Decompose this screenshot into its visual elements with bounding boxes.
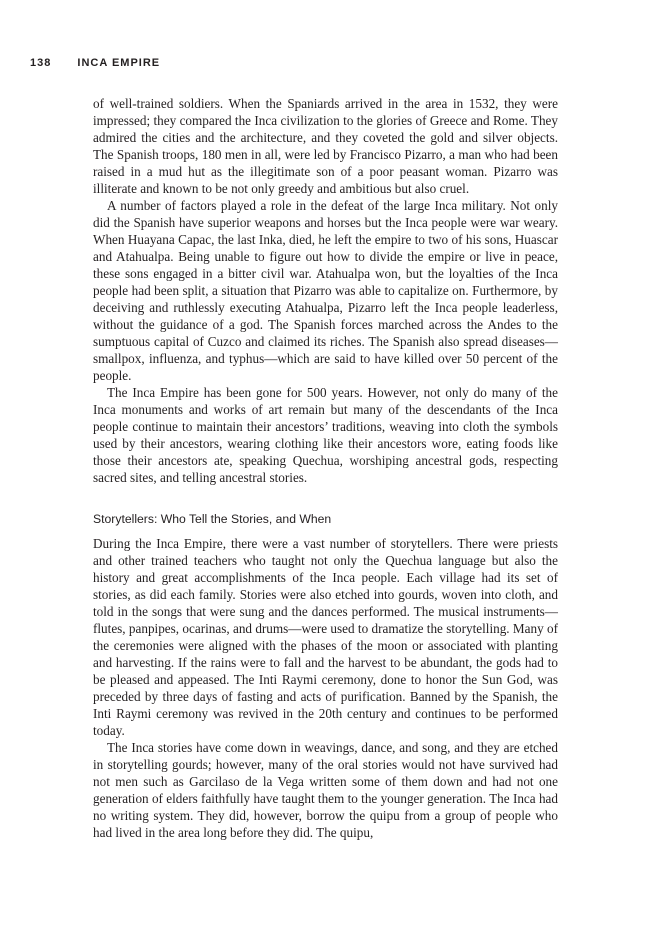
- paragraph: The Inca stories have come down in weavings, dance, and song, and they are etched in storytelling gourds; however, many of the oral stories would not have survived had not men such as Garcilaso de la Vega written some of them down and had not one generation of elders faithfully have taught them to the younger generation. The Inca had no writing system. They did, however, borrow the quipu from a group of people who had lived in the area long before they did. The quipu,: [93, 740, 558, 840]
- page-body: [93, 95, 558, 841]
- paragraph: During the Inca Empire, there were a vast number of storytellers. There were priests and other trained teachers who taught not only the Quechua language but also the history and great accomplishments of the Inca people. Each village had its set of stories, as did each family. Stories were also etched into gourds, woven into cloth, and told in the songs that were sung and the dances performed. The musical instruments—flutes, panpipes, ocarinas, and drums—were used to dramatize the storytelling. Many of the ceremonies were aligned with the phases of the moon or associated with planting and harvesting. If the rains were to fall and the harvest to be abundant, the gods had to be pleased and appeased. The Inti Raymi ceremony, done to honor the Sun God, was preceded by three days of fasting and acts of purification. Banned by the Spanish, the Inti Raymi ceremony was revived in the 20th century and continues to be performed today.: [93, 536, 558, 738]
- running-title: INCA EMPIRE: [77, 57, 161, 69]
- section-heading: Storytellers: Who Tell the Stories, and When: [93, 512, 332, 526]
- paragraph: A number of factors played a role in the defeat of the large Inca military. Not only did the Spanish have superior weapons and horses but the Inca people were war weary. When Huayana Capac, the last Inka, died, he left the empire to two of his sons, Huascar and Atahualpa. Being unable to figure out how to divide the empire or live in peace, these sons engaged in a bitter civil war. Atahualpa won, but the loyalties of the Inca people had been split, a situation that Pizarro was able to capitalize on. Furthermore, by deceiving and ruthlessly executing Atahualpa, Pizarro left the Inca people leaderless, without the guidance of a god. The Spanish forces marched across the Andes to the sumptuous capital of Cuzco and claimed its riches. The Spanish also spread diseases—smallpox, influenza, and typhus—which are said to have killed over 50 percent of the people.: [93, 198, 558, 383]
- page-number: 138: [30, 57, 52, 69]
- running-header: [30, 57, 160, 69]
- paragraph: of well-trained soldiers. When the Spaniards arrived in the area in 1532, they were impressed; they compared the Inca civilization to the glories of Greece and Rome. They admired the cities and the architecture, and they coveted the gold and silver objects. The Spanish troops, 180 men in all, were led by Francisco Pizarro, a man who had been raised in a mud hut as the illegitimate son of a poor peasant woman. Pizarro was illiterate and known to be not only greedy and ambitious but also cruel.: [93, 96, 558, 196]
- paragraph: The Inca Empire has been gone for 500 years. However, not only do many of the Inca monuments and works of art remain but many of the descendants of the Inca people continue to maintain their ancestors’ traditions, weaving into cloth the symbols used by their ancestors, wearing clothing like their ancestors wore, eating foods like those their ancestors ate, speaking Quechua, worshiping ancestral gods, respecting sacred sites, and telling ancestral stories.: [93, 385, 558, 485]
